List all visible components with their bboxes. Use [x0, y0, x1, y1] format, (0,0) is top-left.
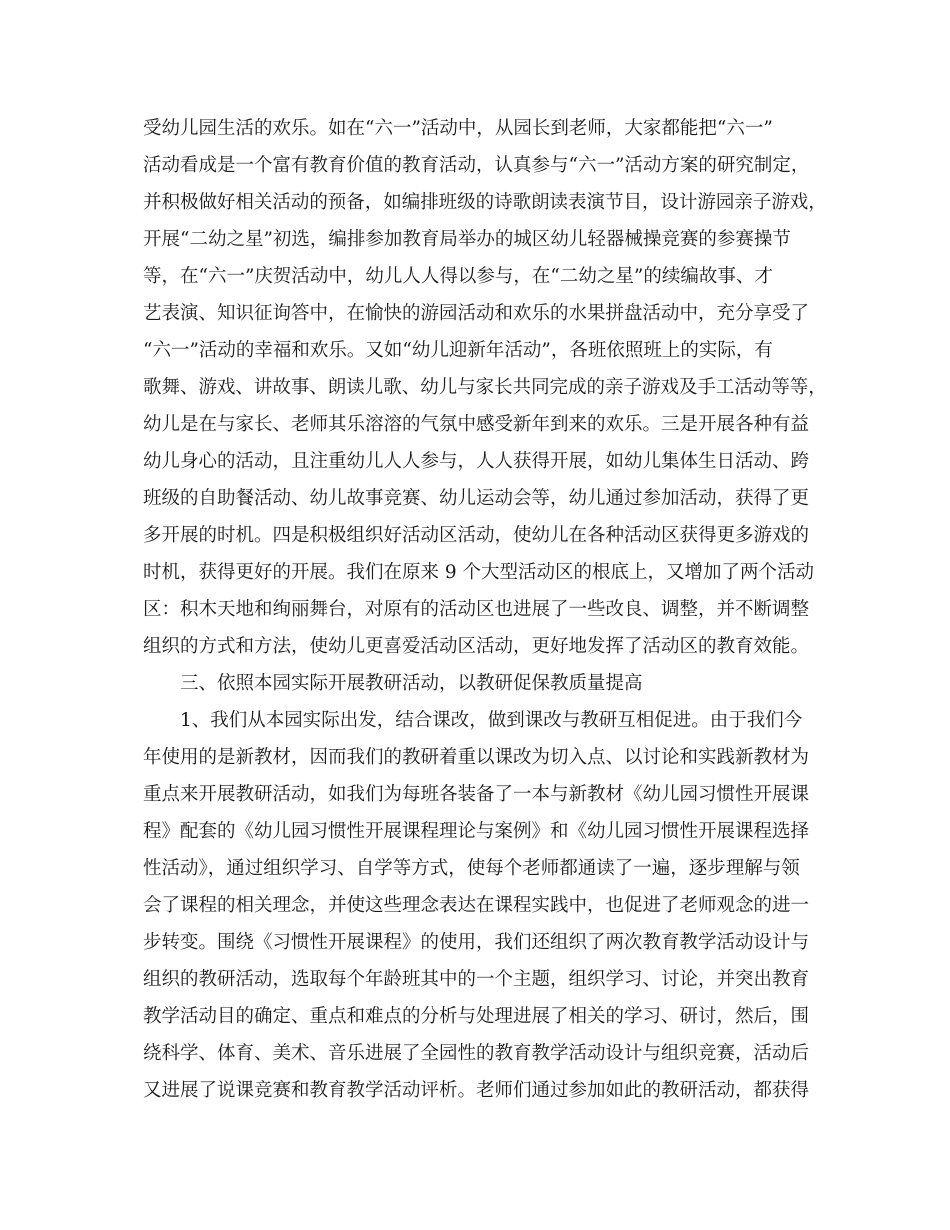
text-line: 重点来开展教研活动，如我们为每班各装备了一本与新教材《幼儿园习惯性开展课	[143, 784, 810, 805]
text-line: 性活动》，通过组织学习、自学等方式，使每个老师都通读了一遍，逐步理解与领	[143, 858, 800, 879]
text-line: 组织的教研活动，选取每个年龄班其中的一个主题，组织学习、讨论，并突出教育	[143, 969, 810, 990]
paragraph-first-line: 三、依照本园实际开展教研活动，以教研促保教质量提高	[180, 673, 643, 694]
text-line: 组织的方式和方法，使幼儿更喜爱活动区活动，更好地发挥了活动区的教育效能。	[143, 636, 810, 657]
text-line: 教学活动目的确定、重点和难点的分析与处理进展了相关的学习、研讨，然后，围	[143, 1006, 810, 1027]
text-line: 又进展了说课竞赛和教育教学活动评析。老师们通过参加如此的教研活动，都获得	[143, 1080, 810, 1101]
text-line: 幼儿身心的活动，且注重幼儿人人参与，人人获得开展，如幼儿集体生日活动、跨	[143, 451, 810, 472]
text-line: 等，在“六一”庆贺活动中，幼儿人人得以参与，在“二幼之星”的续编故事、才	[143, 266, 773, 287]
text-line: 歌舞、游戏、讲故事、朗读儿歌、幼儿与家长共同完成的亲子游戏及手工活动等等，	[143, 377, 827, 398]
text-line: 时机，获得更好的开展。我们在原来 9 个大型活动区的根底上，又增加了两个活动	[143, 562, 815, 583]
text-line: 年使用的是新教材，因而我们的教研着重以课改为切入点、以讨论和实践新教材为	[143, 747, 810, 768]
text-line: 并积极做好相关活动的预备，如编排班级的诗歌朗读表演节目，设计游园亲子游戏，	[143, 192, 827, 213]
text-line: 艺表演、知识征询答中，在愉快的游园活动和欢乐的水果拼盘活动中，充分享受了	[143, 303, 810, 324]
text-line: 区：积木天地和绚丽舞台，对原有的活动区也进展了一些改良、调整，并不断调整	[143, 599, 810, 620]
text-line: 绕科学、体育、美术、音乐进展了全园性的教育教学活动设计与组织竞赛，活动后	[143, 1043, 810, 1064]
text-line: 受幼儿园生活的欢乐。如在“六一”活动中，从园长到老师，大家都能把“六一”	[143, 118, 773, 139]
text-line: 幼儿是在与家长、老师其乐溶溶的气氛中感受新年到来的欢乐。三是开展各种有益	[143, 414, 810, 435]
document-body	[143, 110, 827, 1109]
text-line: 步转变。围绕《习惯性开展课程》的使用，我们还组织了两次教育教学活动设计与	[143, 932, 810, 953]
text-line: 班级的自助餐活动、幼儿故事竞赛、幼儿运动会等，幼儿通过参加活动，获得了更	[143, 488, 810, 509]
text-line: 开展“二幼之星”初选，编排参加教育局举办的城区幼儿轻器械操竞赛的参赛操节	[143, 229, 791, 250]
text-line: 多开展的时机。四是积极组织好活动区活动，使幼儿在各种活动区获得更多游戏的	[143, 525, 810, 546]
text-line: 会了课程的相关理念，并使这些理念表达在课程实践中，也促进了老师观念的进一	[143, 895, 810, 916]
text-line: “六一”活动的幸福和欢乐。又如“幼儿迎新年活动”，各班依照班上的实际，有	[143, 340, 773, 361]
text-line: 活动看成是一个富有教育价值的教育活动，认真参与“六一”活动方案的研究制定，	[143, 155, 810, 176]
paragraph-first-line: 1、我们从本园实际出发，结合课改，做到课改与教研互相促进。由于我们今	[180, 710, 803, 731]
text-line: 程》配套的《幼儿园习惯性开展课程理论与案例》和《幼儿园习惯性开展课程选择	[143, 821, 810, 842]
